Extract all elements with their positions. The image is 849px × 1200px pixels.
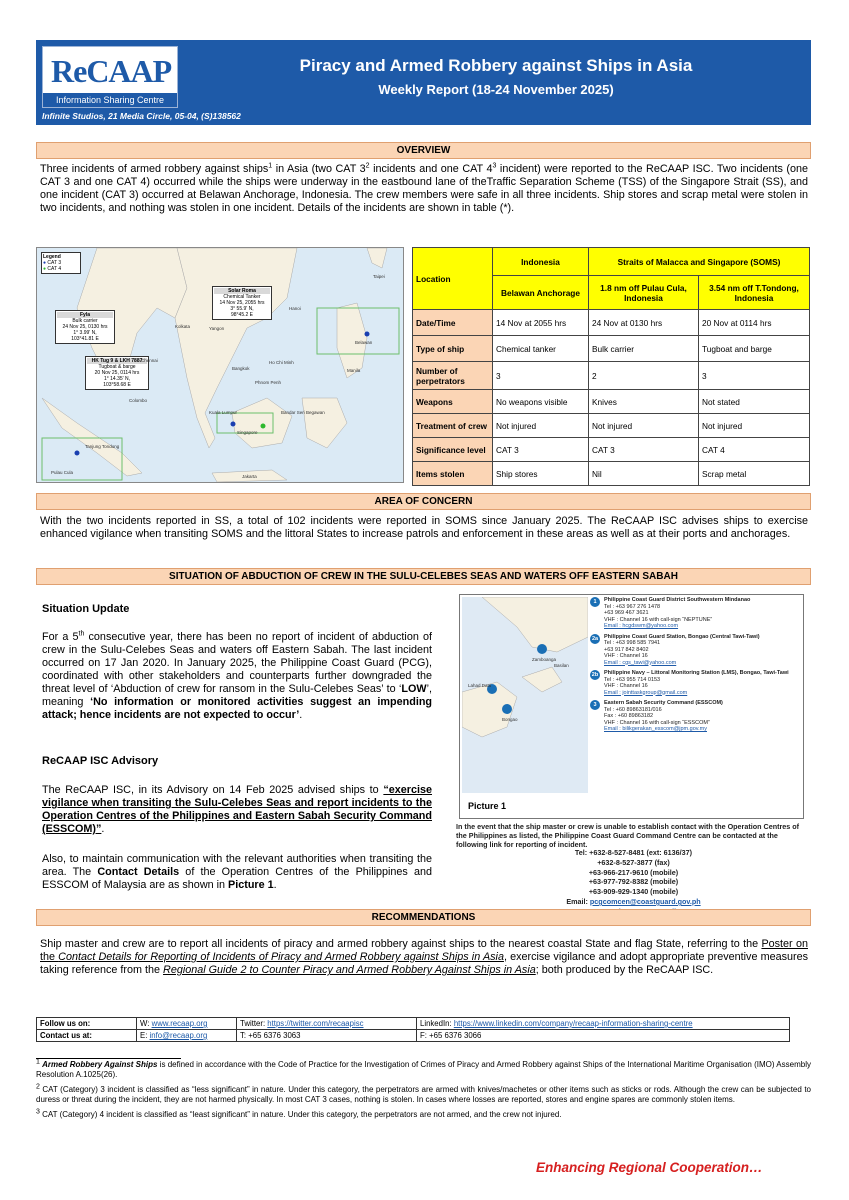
map-label: Phnom Penh: [255, 380, 282, 385]
footnotes: [36, 1060, 811, 1125]
callout-hk-tug: HK Tug 9 & LKH 7887 Tugboat & barge 20 Nov 25, 0114 hrs 1° 14.35' N, 103°58.68 E: [85, 356, 149, 390]
map-label: Tanjung Tondong: [85, 444, 120, 449]
concern-heading: AREA OF CONCERN: [36, 493, 811, 510]
operation-centre-contacts: [590, 597, 802, 737]
map-label: Manila: [347, 368, 361, 373]
table-row: Weapons No weapons visible Knives Not stated: [413, 390, 810, 414]
location-3: 3.54 nm off T.Tondong, Indonesia: [699, 276, 810, 310]
map-label: Pulau Cula: [51, 470, 74, 475]
logo-text: ReCAAP: [51, 53, 172, 89]
map-label: Bongao: [502, 717, 518, 722]
email-link[interactable]: info@recaap.org: [149, 1031, 208, 1040]
incident-table: [412, 247, 810, 486]
map-label: Lahad Datu: [468, 683, 492, 688]
website-link[interactable]: www.recaap.org: [151, 1019, 208, 1028]
follow-contact-table: Follow us on: W: www.recaap.org Twitter: https://twitter.com/recaapisc LinkedIn: https://www.linkedin.com/company/recaap-information-sharing-centre Contact us at: E: info@recaap.org T: +65 6376 3063 F: +65 6376 3066: [36, 1017, 790, 1042]
situation-update-heading: Situation Update: [42, 603, 130, 615]
pcg-email-1[interactable]: pcgcomcen@coastguard.gov.ph: [589, 896, 701, 906]
twitter-link[interactable]: https://twitter.com/recaapisc: [267, 1019, 364, 1028]
contact-block: 2a Philippine Coast Guard Station, Bongao (Central Tawi-Tawi) Tel : +63 998 585 7941 +63 917 842 8402 VHF : Channel 16 Email : cgs_tawi@yahoo.com: [591, 633, 760, 666]
picture-1: [459, 594, 804, 819]
map-label: Zamboanga: [532, 657, 557, 662]
header-indonesia: Indonesia: [493, 248, 589, 276]
footnote-3: $^3$ CAT (Category) 4 incident is classified as “least significant” in nature. Under this category, the perpetrators are not armed, and the crew not injured.: [36, 1108, 562, 1119]
map-label: Kuala Lumpur: [209, 410, 238, 415]
header-soms: Straits of Malacca and Singapore (SOMS): [589, 248, 810, 276]
incident-map: [36, 247, 404, 483]
map-label: Bandar Seri Begawan: [281, 410, 325, 415]
report-subtitle: Weekly Report (18-24 November 2025): [378, 82, 614, 97]
report-header: [36, 40, 811, 125]
map-label: Basilan: [554, 663, 569, 668]
table-row: Type of ship Chemical tanker Bulk carrier Tugboat and barge: [413, 336, 810, 362]
contact-block: 3 Eastern Sabah Security Command (ESSCOM) Tel : +60 89863181/016 Fax : +60 89863182 VHF : Channel 16 with call-sign “ESSCOM” Email : bilikgerakan_esscom@jpm.gov.my: [590, 700, 802, 733]
location-1: Belawan Anchorage: [493, 276, 589, 310]
fax: F: +65 6376 3066: [417, 1030, 790, 1042]
map-label: Bangkok: [232, 366, 250, 371]
picture-caption: Picture 1: [468, 801, 507, 811]
callout-solar-roma: Solar Roma Chemical Tanker 14 Nov 25, 2055 hrs 3° 55.9' N, 98°45.2 E: [212, 286, 272, 320]
table-row: Significance level CAT 3 CAT 3 CAT 4: [413, 438, 810, 462]
table-row: Number of perpetrators 3 2 3: [413, 362, 810, 390]
advisory-text: The ReCAAP ISC, in its Advisory on 14 Feb 2025 advised ships to “exercise vigilance when transiting the Sulu-Celebes Seas and report incidents to the Operation Centres of the Philippines and Eastern Sabah Security Command (ESSCOM)”.: [42, 784, 432, 835]
map-label: Kolkata: [175, 324, 191, 329]
map-label: Jakarta: [242, 474, 257, 479]
concern-text: With the two incidents reported in SS, a total of 102 incidents were reported in SOMS since January 2025. The ReCAAP ISC advises ships to exercise enhanced vigilance when transiting SOMS and the littoral States to increase patrols and enforcement in these areas as well as at their ports and anchorages.: [40, 515, 808, 540]
table-row: Date/Time 14 Nov at 2055 hrs 24 Nov at 0130 hrs 20 Nov at 0114 hrs: [413, 310, 810, 336]
regional-guide-link[interactable]: Regional Guide 2 to Counter Piracy and Armed Robbery Against Ships in Asia: [163, 964, 536, 976]
address: Infinite Studios, 21 Media Circle, 05-04, (S)138562: [42, 111, 241, 121]
footnote-1: $^1$ Armed Robbery Against Ships is defined in accordance with the Code of Practice for the Investigation of Crimes of Piracy and Armed Robbery against Ships of the International Maritime Organisation (IMO) Assembly Resolution A.1025(26).: [36, 1058, 811, 1079]
pcg-intro: In the event that the ship master or crew is unable to establish contact with the Operation Centres of the Philippines as listed, the Philippine Coast Guard Command Centre can be contacted at the following link for reporting of incident.: [456, 822, 800, 849]
logo-subtitle: Information Sharing Centre: [43, 93, 177, 107]
map-legend: Legend ● CAT 3 ● CAT 4: [41, 252, 81, 274]
tagline: Enhancing Regional Cooperation…: [536, 1160, 763, 1175]
contact-details-text: Also, to maintain communication with the relevant authorities when transiting the area. The Contact Details of the Operation Centres of the Philippines and ESSCOM of Malaysia are as shown in Picture 1.: [42, 853, 432, 891]
footnote-divider: [36, 1058, 181, 1059]
location-2: 1.8 nm off Pulau Cula, Indonesia: [589, 276, 699, 310]
sulu-map: [462, 597, 588, 793]
map-label: Ho Chi Minh: [269, 360, 294, 365]
poster-link[interactable]: Contact Details for Reporting of Incidents of Piracy and Armed Robbery against Ships in Asia: [58, 951, 504, 963]
recaap-logo: [42, 46, 178, 108]
overview-heading: OVERVIEW: [36, 142, 811, 159]
map-label: Taipei: [373, 274, 385, 279]
linkedin-link[interactable]: https://www.linkedin.com/company/recaap-information-sharing-centre: [453, 1019, 693, 1028]
advisory-heading: ReCAAP ISC Advisory: [42, 755, 159, 767]
callout-fyla: Fyla Bulk carrier 24 Nov 25, 0130 hrs 1° 3.99' N, 103°41.81 E: [55, 310, 115, 344]
map-label: Colombo: [129, 398, 148, 403]
table-row: Items stolen Ship stores Nil Scrap metal: [413, 462, 810, 486]
footnote-2: $^2$ CAT (Category) 3 incident is classified as “less significant” in nature. Under this category, the perpetrators are armed with knives/machetes or other items such as sticks or rods. Although the crew can be subjected to duress or threat during the incident, they are not harmed physically. In most CAT 3 cases, nothing is stolen. In cases where losses are reported, stores and engine spares are commonly stolen items.: [36, 1083, 811, 1104]
contact-label: Contact us at:: [37, 1030, 137, 1042]
map-label: Chennai: [141, 358, 158, 363]
report-title: Piracy and Armed Robbery against Ships in Asia: [299, 56, 693, 75]
follow-label: Follow us on:: [37, 1018, 137, 1030]
recommendations-text: Ship master and crew are to report all incidents of piracy and armed robbery against ships to the nearest coastal State and flag State, referring to the Poster on the Contact Details for Reporting of Incidents of Piracy and Armed Robbery against Ships in Asia, exercise vigilance and adopt appropriate preventive measures taking reference from the Regional Guide 2 to Counter Piracy and Armed Robbery Against Ships in Asia; both produced by the ReCAAP ISC.: [40, 938, 808, 976]
map-label: Hanoi: [289, 306, 301, 311]
situation-update-text: For a 5th consecutive year, there has been no report of incident of abduction of crew in the Sulu-Celebes Seas and waters off Eastern Sabah. The last incident occurred on 17 Jan 2020. In January 2025, the Philippine Coast Guard (PCG), coordinated with other stakeholders and counterparts further downgraded the threat level of ‘Abduction of crew for ransom in the Sulu-Celebes Seas’ to ‘LOW’, meaning ‘No information or monitored activities suggest an impending attack; hence incidents are not expected to occur’.: [42, 630, 433, 721]
map-label: Singapore: [237, 430, 258, 435]
header-location: Location: [413, 248, 493, 310]
overview-text: Three incidents of armed robbery against ships$^1$ in Asia (two CAT $3^2$ incidents and one CAT $4^3$ incident) were reported to the ReCAAP ISC. Two incidents (one CAT 3 and one CAT 4) occurred while the ships were underway in the eastbound lane of theTraffic Separation Scheme (TSS) of the Singapore Strait (SS), and one incident (CAT 3) occurred at Belawan Anchorage, Indonesia. The crew members were safe in all three incidents. Ship stores and scrap metal were stolen in two incidents, and nothing was stolen in one incident. Details of the incidents are shown in table (*).: [40, 162, 808, 214]
pcg-contacts: Tel: +632-8-527-8481 (ext: 6136/37) +632-8-527-3877 (fax) +63-966-217-9610 (mobile) +63-977-792-8382 (mobile) +63-909-929-1340 (mobile) Email: pcgcomcen@coastguard.gov.ph: [456, 848, 811, 917]
map-label: Belawan: [355, 340, 373, 345]
map-label: Yangon: [209, 326, 225, 331]
abduction-heading: SITUATION OF ABDUCTION OF CREW IN THE SULU-CELEBES SEAS AND WATERS OFF EASTERN SABAH: [36, 568, 811, 585]
table-row: Treatment of crew Not injured Not injured Not injured: [413, 414, 810, 438]
telephone: T: +65 6376 3063: [237, 1030, 417, 1042]
recommendations-heading: RECOMMENDATIONS: [36, 909, 811, 926]
contact-block: 2b Philippine Navy – Littoral Monitoring Station (LMS), Bongao, Tawi-Tawi Tel : +63 955 714 0153 VHF : Channel 16 Email : jointtaskgroup@gmail.com: [591, 670, 789, 696]
contact-block: 1 Philippine Coast Guard District Southwestern Mindanao Tel : +63 967 276 1478 +63 969 467 3621 VHF : Channel 16 with call-sign “NEPTUNE” Email : hcgdswm@yahoo.com: [590, 597, 802, 630]
